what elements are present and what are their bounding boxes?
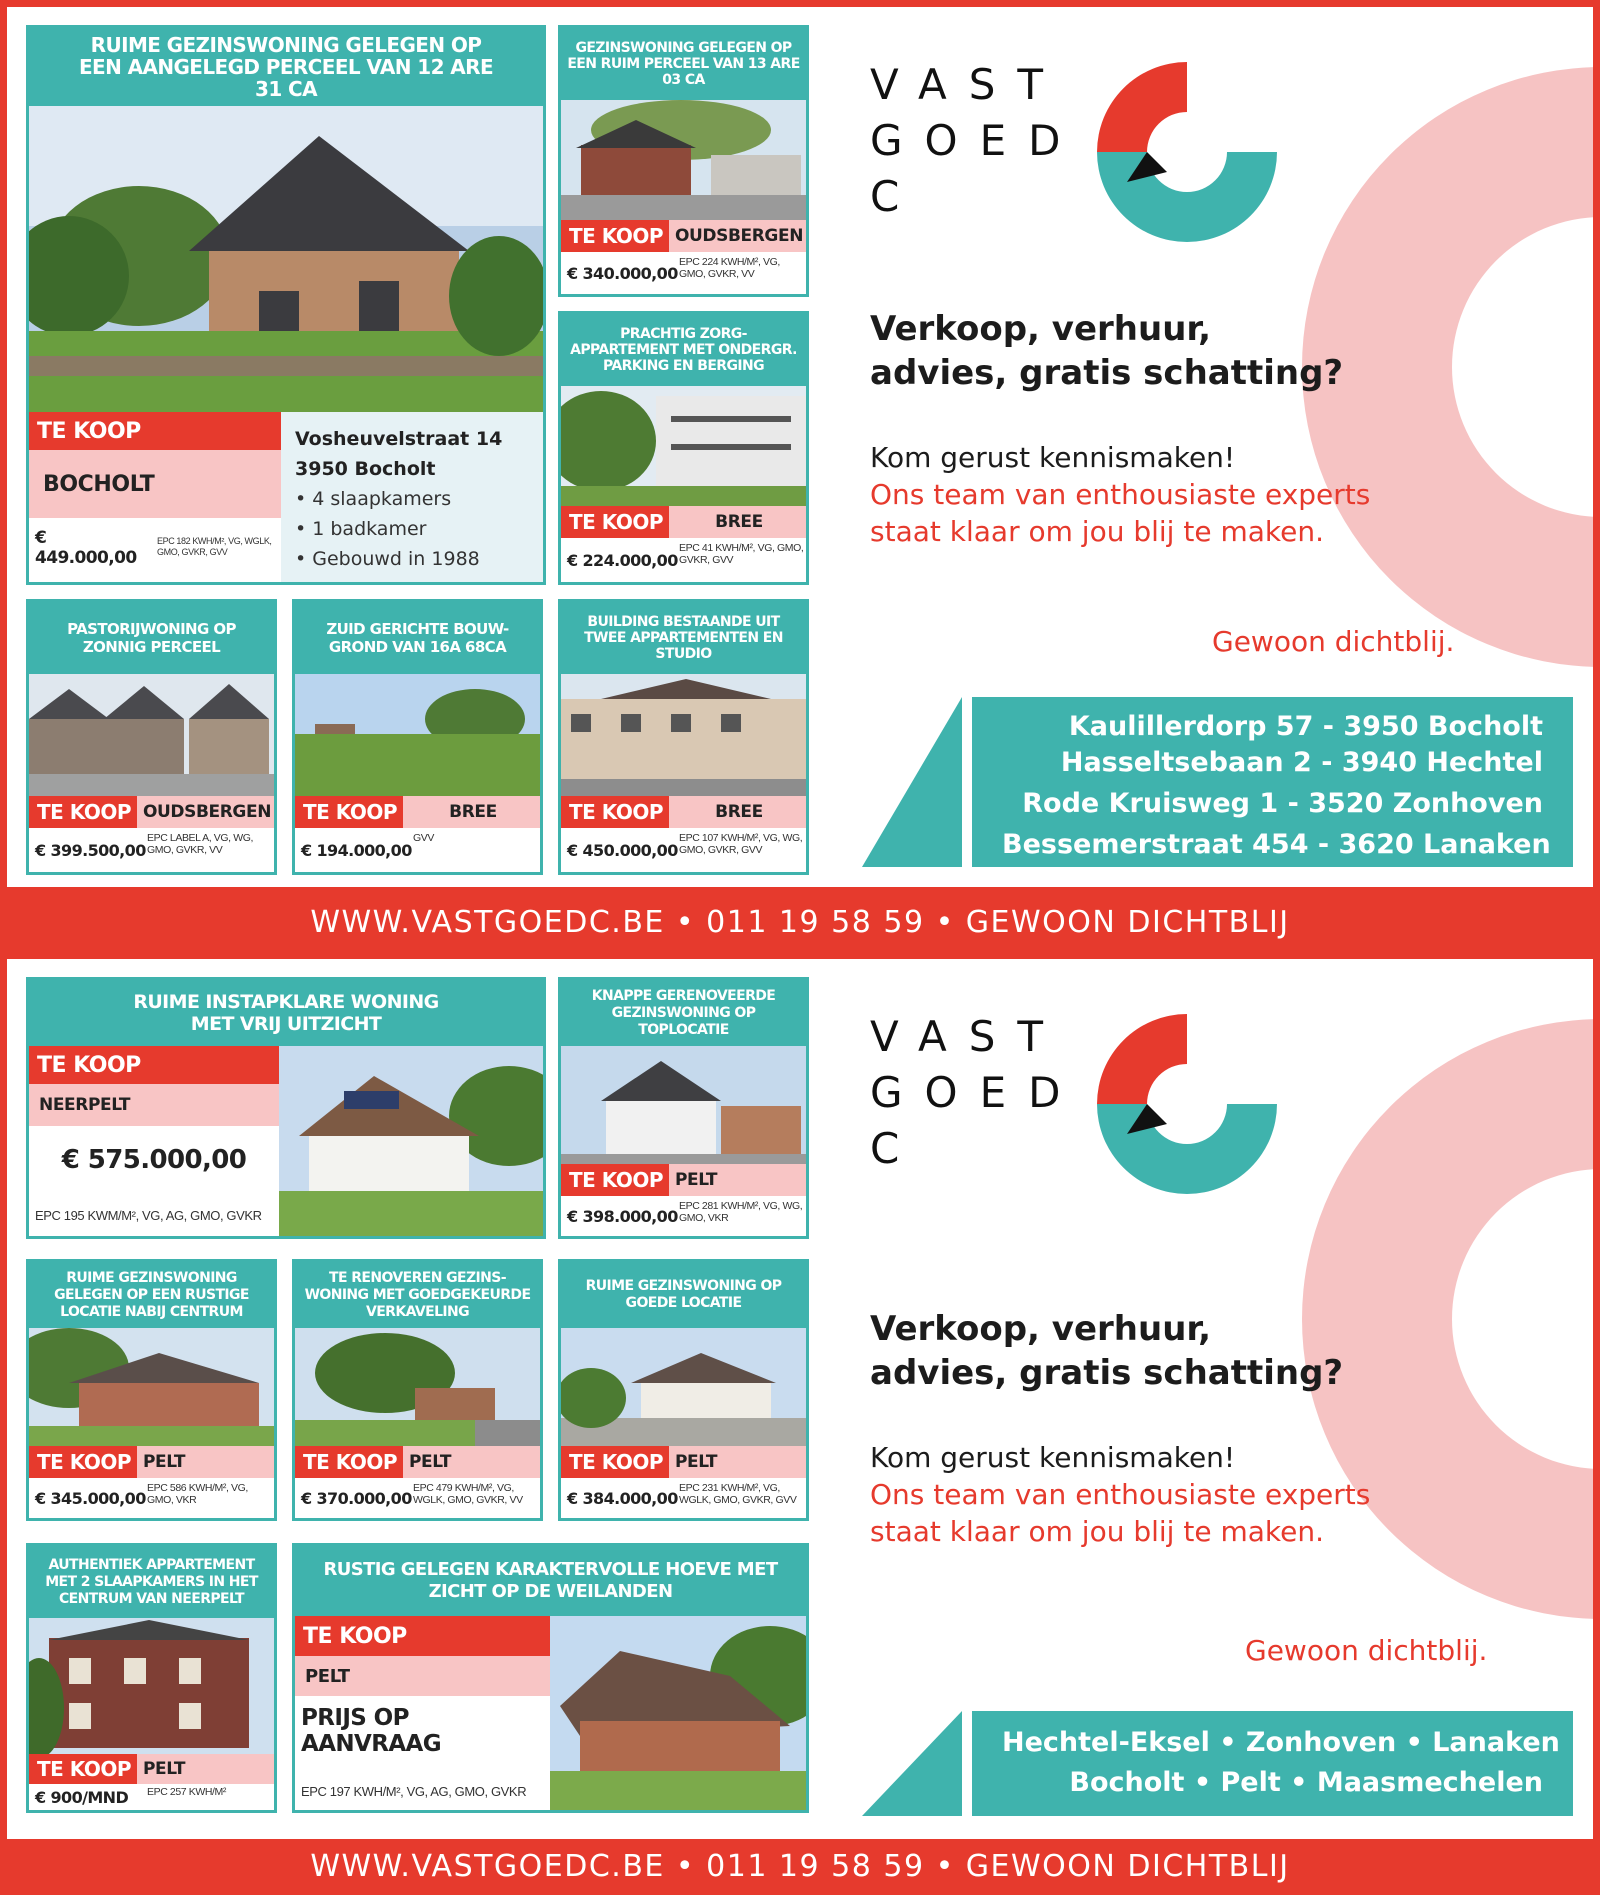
listing-title: AUTHENTIEK APPARTEMENT MET 2 SLAAPKAMERS IN HET CENTRUM VAN NEERPELT <box>29 1546 274 1618</box>
slogan: Gewoon dichtblij. <box>1245 1634 1488 1667</box>
house-photo <box>29 674 274 796</box>
footer-bar: WWW.VASTGOEDC.BE • 011 19 58 59 • GEWOON DICHTBLIJ <box>0 1839 1600 1895</box>
apartment-photo <box>561 386 806 506</box>
price-label: € 399.500,00 <box>35 840 146 860</box>
logo-line: VAST <box>870 1012 1066 1061</box>
status-label: TE KOOP <box>295 796 403 828</box>
epc-label: EPC 586 KWH/M², VG, GMO, VKR <box>147 1482 248 1506</box>
logo-line: C <box>870 172 922 221</box>
house-photo <box>561 1328 806 1446</box>
listing-card[interactable] <box>558 599 809 875</box>
logo-line: GOED <box>870 116 1083 165</box>
listing-details <box>281 412 546 585</box>
price-label: € 450.000,00 <box>567 840 678 860</box>
listing-title: RUIME GEZINSWONING GELEGEN OP EEN RUSTIGE LOCATIE NABIJ CENTRUM <box>29 1262 274 1328</box>
status-label: TE KOOP <box>561 796 669 828</box>
epc-label: EPC 281 KWH/M², VG, WG, GMO, VKR <box>679 1200 803 1224</box>
status-label: TE KOOP <box>29 796 137 828</box>
price-label: € 224.000,00 <box>567 550 678 570</box>
postal-line: 3950 Bocholt <box>295 458 436 480</box>
farmhouse-photo <box>550 1616 809 1813</box>
price-label: € 384.000,00 <box>567 1488 678 1508</box>
office-locations <box>972 1711 1573 1816</box>
house-photo <box>279 1046 546 1239</box>
house-photo <box>29 106 543 412</box>
city-label: OUDSBERGEN <box>669 220 809 252</box>
status-label: TE KOOP <box>29 1754 137 1784</box>
epc-label: EPC 195 KWM/M², VG, AG, GMO, GVKR <box>35 1208 262 1223</box>
price-label: € 900/MND <box>35 1787 129 1807</box>
feature-year: • Gebouwd in 1988 <box>295 548 480 570</box>
decorative-triangle <box>862 1711 962 1816</box>
house-photo <box>561 1046 806 1164</box>
tagline-line: Verkoop, verhuur, <box>870 309 1212 349</box>
city-label: NEERPELT <box>29 1084 279 1126</box>
price-label: € 398.000,00 <box>567 1206 678 1226</box>
address-item: Kaulillerdorp 57 - 3950 Bocholt <box>1068 711 1543 742</box>
epc-label: EPC 41 KWH/M², VG, GMO, GVKR, GVV <box>679 542 804 566</box>
listing-card[interactable] <box>26 1543 277 1813</box>
logo-icon <box>1097 62 1277 242</box>
intro-line: staat klaar om jou blij te maken. <box>870 515 1324 548</box>
listing-title: RUSTIG GELEGEN KARAKTERVOLLE HOEVE MET ZICHT OP DE WEILANDEN <box>295 1546 806 1616</box>
listing-card[interactable] <box>558 311 809 585</box>
price-label: € 449.000,00 <box>35 528 137 568</box>
locations-line: Bocholt • Pelt • Maasmechelen <box>1069 1767 1543 1798</box>
logo-text <box>870 57 1082 225</box>
listing-title: BUILDING BESTAANDE UIT TWEE APPARTEMENTEN EN STUDIO <box>561 602 806 674</box>
epc-label: EPC 197 KWH/M², VG, AG, GMO, GVKR <box>301 1784 527 1799</box>
price-label: € 340.000,00 <box>567 263 678 283</box>
listing-card[interactable] <box>26 977 546 1239</box>
apartment-photo <box>29 1618 274 1754</box>
city-label: PELT <box>403 1446 543 1478</box>
epc-label: EPC 479 KWH/M², VG, WGLK, GMO, GVKR, VV <box>413 1482 523 1506</box>
epc-label: EPC 107 KWH/M², VG, WG, GMO, GVKR, GVV <box>679 832 803 856</box>
status-label: TE KOOP <box>29 412 281 450</box>
epc-label: GVV <box>413 832 434 844</box>
status-label: TE KOOP <box>561 1446 669 1478</box>
logo-line: GOED <box>870 1068 1083 1117</box>
city-label: BREE <box>669 796 809 828</box>
epc-label: EPC 182 KWH/M², VG, WGLK, GMO, GVKR, GVV <box>157 536 272 557</box>
tagline <box>870 307 1343 395</box>
status-label: TE KOOP <box>561 1164 669 1196</box>
status-label: TE KOOP <box>561 506 669 538</box>
listing-title: RUIME INSTAPKLARE WONING MET VRIJ UITZICHT <box>29 980 543 1046</box>
city-label: BOCHOLT <box>29 450 281 518</box>
house-photo <box>295 1328 540 1446</box>
slogan: Gewoon dichtblij. <box>1212 625 1455 658</box>
listing-title: PRACHTIG ZORG-APPARTEMENT MET ONDERGR. PARKING EN BERGING <box>561 314 806 386</box>
price-label: € 575.000,00 <box>61 1145 247 1175</box>
logo-line: VAST <box>870 60 1066 109</box>
address-item: Rode Kruisweg 1 - 3520 Zonhoven <box>1022 788 1543 819</box>
ad-panel-1 <box>7 7 1593 887</box>
address-item: Hasseltsebaan 2 - 3940 Hechtel <box>1060 747 1543 778</box>
price-label: € 194.000,00 <box>301 840 412 860</box>
listing-card[interactable] <box>26 1259 277 1521</box>
intro-line: Ons team van enthousiaste experts <box>870 1478 1371 1511</box>
listing-title: GEZINSWONING GELEGEN OP EEN RUIM PERCEEL VAN 13 ARE 03 CA <box>561 28 806 100</box>
intro-line: Kom gerust kennismaken! <box>870 441 1236 474</box>
address-line: Vosheuvelstraat 14 <box>295 428 503 450</box>
ad-panel-2 <box>7 959 1593 1839</box>
decorative-triangle <box>862 697 962 867</box>
status-label: TE KOOP <box>295 1446 403 1478</box>
status-label: TE KOOP <box>29 1046 279 1084</box>
locations-line: Hechtel-Eksel • Zonhoven • Lanaken <box>1002 1727 1560 1758</box>
listing-card[interactable] <box>292 1259 543 1521</box>
listing-card[interactable] <box>26 599 277 875</box>
intro-line: Kom gerust kennismaken! <box>870 1441 1236 1474</box>
city-label: BREE <box>403 796 543 828</box>
feature-bathrooms: • 1 badkamer <box>295 518 427 540</box>
city-label: OUDSBERGEN <box>137 796 277 828</box>
land-photo <box>295 674 540 796</box>
city-label: PELT <box>295 1656 550 1696</box>
price-label: € 370.000,00 <box>301 1488 412 1508</box>
listing-card[interactable] <box>558 977 809 1239</box>
logo-icon <box>1097 1014 1277 1194</box>
listing-title: KNAPPE GERENOVEERDE GEZINSWONING OP TOPLOCATIE <box>561 980 806 1046</box>
address-item: Bessemerstraat 454 - 3620 Lanaken <box>1002 829 1551 860</box>
building-photo <box>561 674 806 796</box>
footer-bar: WWW.VASTGOEDC.BE • 011 19 58 59 • GEWOON DICHTBLIJ <box>0 887 1600 959</box>
logo-text <box>870 1009 1082 1177</box>
intro-text <box>870 439 1370 550</box>
epc-label: EPC LABEL A, VG, WG, GMO, GVKR, VV <box>147 832 253 856</box>
listing-title: RUIME GEZINSWONING OP GOEDE LOCATIE <box>561 1262 806 1328</box>
price-label: € 345.000,00 <box>35 1488 146 1508</box>
tagline-line: advies, gratis schatting? <box>870 1353 1344 1393</box>
listing-card[interactable] <box>292 1543 809 1813</box>
status-label: TE KOOP <box>295 1616 550 1656</box>
status-label: TE KOOP <box>29 1446 137 1478</box>
status-label: TE KOOP <box>561 220 669 252</box>
intro-line: Ons team van enthousiaste experts <box>870 478 1371 511</box>
listing-title: RUIME GEZINSWONING GELEGEN OP EEN AANGELEGD PERCEEL VAN 12 ARE 31 CA <box>29 28 543 106</box>
city-label: PELT <box>137 1754 277 1784</box>
tagline <box>870 1307 1343 1395</box>
price-label: PRIJS OP AANVRAAG <box>301 1705 442 1757</box>
epc-label: EPC 224 KWH/M², VG, GMO, GVKR, VV <box>679 256 780 280</box>
city-label: BREE <box>669 506 809 538</box>
intro-line: staat klaar om jou blij te maken. <box>870 1515 1324 1548</box>
listing-card[interactable] <box>558 1259 809 1521</box>
feature-bedrooms: • 4 slaapkamers <box>295 488 452 510</box>
logo-line: C <box>870 1124 922 1173</box>
city-label: PELT <box>669 1164 809 1196</box>
city-label: PELT <box>669 1446 809 1478</box>
epc-label: EPC 231 KWH/M², VG, WGLK, GMO, GVKR, GVV <box>679 1482 797 1506</box>
listing-card[interactable] <box>558 25 809 297</box>
listing-title: PASTORIJWONING OP ZONNIG PERCEEL <box>29 602 274 674</box>
tagline-line: Verkoop, verhuur, <box>870 1309 1212 1349</box>
listing-title: TE RENOVEREN GEZINS-WONING MET GOEDGEKEURDE VERKAVELING <box>295 1262 540 1328</box>
listing-card[interactable] <box>26 25 546 585</box>
intro-text <box>870 1439 1370 1550</box>
city-label: PELT <box>137 1446 277 1478</box>
tagline-line: advies, gratis schatting? <box>870 353 1344 393</box>
office-addresses <box>972 697 1573 867</box>
epc-label: EPC 257 KWH/M² <box>147 1786 226 1798</box>
listing-card[interactable] <box>292 599 543 875</box>
house-photo <box>29 1328 274 1446</box>
listing-title: ZUID GERICHTE BOUW-GROND VAN 16A 68CA <box>295 602 540 674</box>
house-photo <box>561 100 806 220</box>
